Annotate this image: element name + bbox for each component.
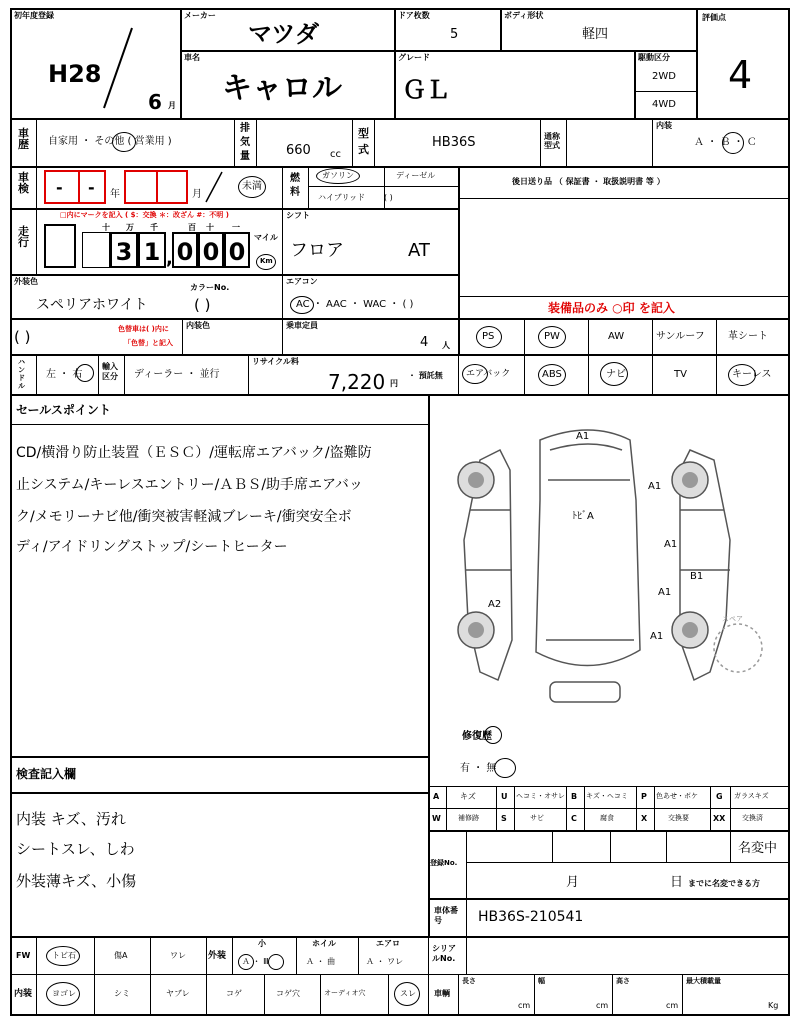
history-options: 自家用 ・ その他 ( 営業用 ) bbox=[48, 136, 172, 147]
chassis-label: 車体番号 bbox=[434, 906, 458, 925]
legend-s-code: S bbox=[501, 814, 507, 823]
recycle-deposit: ・ 預託無 bbox=[408, 371, 443, 380]
recycle-label: リサイクル料 bbox=[252, 357, 299, 366]
equip-abs-circle bbox=[538, 364, 566, 386]
legend-a-code: A bbox=[433, 792, 440, 801]
aircon-options: AC ・ AAC ・ WAC ・ ( ) bbox=[296, 299, 414, 310]
equip-keyless-circle bbox=[728, 364, 756, 386]
import-options: ディーラー ・ 並行 bbox=[134, 369, 220, 380]
drive-4wd: 4WD bbox=[652, 99, 676, 110]
inspection-month-unit: 月 bbox=[192, 189, 202, 200]
interior-item-7: スレ bbox=[400, 989, 416, 998]
capacity-label: 乗車定員 bbox=[286, 321, 318, 330]
repair-label-circle bbox=[484, 726, 502, 744]
shift-label: シフト bbox=[286, 211, 310, 220]
inspection-none-circle bbox=[238, 176, 266, 198]
sales-point-line-2: 止システム/キーレスエントリー/ＡＢＳ/助手席エアバッ bbox=[16, 477, 363, 493]
displacement-value: 660 bbox=[286, 143, 311, 158]
interior-item-6: オーディオ穴 bbox=[324, 989, 366, 997]
doors-label: ドア枚数 bbox=[398, 11, 430, 20]
car-name-value: キャロル bbox=[222, 71, 342, 106]
import-label: 輸入区分 bbox=[102, 362, 118, 381]
interior-item-1-circle bbox=[46, 982, 80, 1006]
mileage-digit-3: 1 bbox=[138, 232, 166, 268]
inspection-dash-2: - bbox=[88, 178, 95, 197]
wheel-options: Ａ ・ 曲 bbox=[306, 957, 336, 966]
repair-label: 修復歴 bbox=[462, 731, 492, 742]
grade-label: グレード bbox=[398, 53, 430, 62]
damage-mark-8: A1 bbox=[650, 631, 664, 642]
displacement-unit: cc bbox=[330, 149, 341, 160]
legend-c-code: C bbox=[571, 814, 577, 823]
mileage-digit-0 bbox=[82, 232, 110, 268]
equip-keyless: キーレス bbox=[732, 369, 772, 380]
interior-color-label: 内装色 bbox=[186, 321, 210, 330]
handle-options: 左 ・ 右 bbox=[46, 369, 83, 380]
equip-ps: PS bbox=[482, 331, 495, 342]
dimensions-load-unit: Kg bbox=[768, 1001, 779, 1010]
interior-item-5: コゲ穴 bbox=[276, 989, 300, 998]
inspection-note-3: 外装薄キズ、小傷 bbox=[16, 872, 137, 890]
fuel-label: 燃料 bbox=[290, 173, 300, 198]
mileage-unit-ten-man: 十 bbox=[102, 223, 110, 232]
mileage-unit-man: 万 bbox=[126, 223, 134, 232]
body-type-value: 軽四 bbox=[582, 27, 609, 42]
dimensions-width: 幅 bbox=[538, 977, 545, 985]
dimensions-height-unit: cm bbox=[666, 1001, 679, 1010]
equip-navi-circle bbox=[600, 362, 628, 386]
drive-2wd: 2WD bbox=[652, 71, 676, 82]
small-options: Ａ ・ Ⅲ bbox=[242, 957, 269, 966]
damage-mark-7: A2 bbox=[488, 599, 502, 610]
legend-u-code: U bbox=[501, 792, 508, 801]
spare-label: スペア bbox=[722, 615, 743, 623]
car-diagram bbox=[440, 420, 780, 720]
equip-tv: TV bbox=[674, 369, 687, 380]
equip-abs: ABS bbox=[542, 369, 562, 380]
legend-p-desc: 色あせ・ボケ bbox=[656, 792, 698, 800]
car-name-label: 車名 bbox=[184, 53, 200, 62]
registration-slash bbox=[100, 26, 136, 110]
registration-month: 6 bbox=[148, 90, 162, 114]
dimensions-length: 長さ bbox=[462, 977, 476, 985]
mileage-note: □内にマークを記入 ( $：交換 ＊：改ざん #：不明 ) bbox=[60, 211, 229, 219]
legend-p-code: P bbox=[641, 792, 647, 801]
inspection-note-2: シートスレ、しわ bbox=[16, 840, 135, 858]
inspection-notes-label: 検査記入欄 bbox=[16, 767, 77, 781]
serial-label: シリアルNo. bbox=[432, 944, 456, 963]
registration-no-day: 日 bbox=[670, 875, 684, 890]
ext-color-no-label: カラーNo. bbox=[190, 283, 230, 292]
color-change-note-1: 色替車は( )内に bbox=[118, 325, 169, 333]
shift-trans: AT bbox=[408, 240, 430, 261]
aero-label: エアロ bbox=[376, 939, 400, 948]
dimensions-width-unit: cm bbox=[596, 1001, 609, 1010]
mileage-digit-4: 0 bbox=[172, 232, 198, 268]
inspection-box-4 bbox=[156, 170, 188, 204]
fw-label: FW bbox=[16, 951, 31, 960]
mileage-digit-2: 3 bbox=[110, 232, 138, 268]
damage-mark-3: ﾄﾋﾞA bbox=[572, 511, 594, 522]
inspection-note-1: 内装 キズ、汚れ bbox=[16, 810, 126, 828]
inspection-box-3 bbox=[124, 170, 158, 204]
interior-grade-circle bbox=[722, 132, 744, 154]
mileage-mile: マイル bbox=[254, 233, 278, 242]
legend-c-desc: 腐食 bbox=[600, 814, 614, 822]
handle-circle bbox=[76, 364, 94, 382]
model-type-value: HB36S bbox=[432, 135, 476, 150]
equip-pw-circle bbox=[538, 326, 566, 348]
maker-value: マツダ bbox=[248, 20, 320, 48]
fw-item-1-circle bbox=[46, 946, 80, 966]
mileage-digit-1 bbox=[44, 224, 76, 268]
small-circle-1 bbox=[238, 954, 254, 970]
fw-item-2: 傷A bbox=[114, 951, 128, 960]
exterior-label: 外装 bbox=[208, 951, 227, 961]
equipment-title: 装備品のみ ○印 を記入 bbox=[548, 301, 675, 315]
inspection-label: 車検 bbox=[18, 171, 29, 195]
inspection-year-unit: 年 bbox=[110, 189, 120, 200]
equip-pw: PW bbox=[544, 331, 560, 342]
drive-label: 駆動区分 bbox=[638, 53, 670, 62]
fuel-hybrid: ハイブリッド bbox=[318, 193, 366, 202]
equip-sunroof: サンルーフ bbox=[656, 331, 705, 342]
interior-item-7-circle bbox=[394, 982, 420, 1006]
capacity-value: 4 bbox=[420, 335, 429, 350]
legend-g-code: G bbox=[716, 792, 723, 801]
doors-value: 5 bbox=[450, 27, 459, 42]
capacity-unit: 人 bbox=[442, 341, 450, 350]
legend-u-desc: ヘコミ・オサレ bbox=[516, 792, 565, 800]
damage-mark-1: A1 bbox=[576, 431, 590, 442]
legend-a-desc: キズ bbox=[460, 792, 476, 801]
mileage-km-circle bbox=[256, 254, 276, 270]
mileage-unit-ichi: 一 bbox=[232, 223, 240, 232]
fuel-paren: ( ) bbox=[384, 193, 393, 202]
damage-mark-4: A1 bbox=[664, 539, 678, 550]
damage-mark-5: B1 bbox=[690, 571, 704, 582]
registration-label: 初年度登録 bbox=[14, 11, 54, 20]
sales-point-line-1: CD/横滑り防止装置（ＥＳＣ）/運転席エアバック/盗難防 bbox=[16, 445, 372, 461]
mileage-unit-hyaku: 百 bbox=[188, 223, 196, 232]
inspection-dash-1: - bbox=[56, 178, 63, 197]
dimensions-height: 高さ bbox=[616, 977, 630, 985]
ext-color-value: スペリアホワイト bbox=[36, 297, 148, 313]
dimensions-length-unit: cm bbox=[518, 1001, 531, 1010]
ext-color-no-paren: ( ) bbox=[194, 296, 211, 314]
legend-w-code: W bbox=[432, 814, 441, 823]
color-change-note-2: 「色替」と記入 bbox=[124, 339, 173, 347]
interior-item-1: ヨゴレ bbox=[52, 989, 76, 998]
small-label: 小 bbox=[258, 939, 266, 948]
aircon-circle bbox=[290, 296, 314, 314]
damage-mark-6: A1 bbox=[658, 587, 672, 598]
fw-item-3: ワレ bbox=[170, 951, 186, 960]
score-value: 4 bbox=[728, 53, 753, 97]
history-circle bbox=[112, 132, 136, 152]
mileage-unit-juu: 十 bbox=[206, 223, 214, 232]
equip-airbag: エアバック bbox=[466, 369, 511, 379]
score-label: 評価点 bbox=[702, 13, 726, 22]
dimensions-label: 車輌 bbox=[434, 989, 450, 998]
sales-point-line-4: ディ/アイドリングストップ/シートヒーター bbox=[16, 539, 288, 555]
chassis-value: HB36S-210541 bbox=[478, 909, 584, 925]
legend-xx-desc: 交換済 bbox=[742, 814, 763, 822]
displacement-label: 排気量 bbox=[240, 123, 250, 162]
registration-no-month: 月 bbox=[566, 875, 580, 890]
wheel-label: ホイル bbox=[312, 939, 336, 948]
mileage-label: 走行 bbox=[18, 225, 29, 249]
sales-points-label: セールスポイント bbox=[16, 403, 111, 417]
fuel-gasoline: ガソリン bbox=[322, 171, 354, 180]
handle-label: ハンドル bbox=[18, 358, 25, 390]
history-label: 車歴 bbox=[18, 127, 29, 151]
repair-options: 有 ・ 無 bbox=[460, 763, 497, 774]
registration-year: H28 bbox=[48, 60, 102, 88]
interior-item-3: ヤブレ bbox=[166, 989, 190, 998]
mileage-digit-6: 0 bbox=[224, 232, 250, 268]
aircon-label: エアコン bbox=[286, 277, 318, 286]
interior-item-2: シミ bbox=[114, 989, 130, 998]
dimensions-max-load: 最大積載量 bbox=[686, 977, 721, 985]
inspection-slash bbox=[204, 170, 224, 204]
legend-xx-code: XX bbox=[713, 814, 726, 823]
interior-grade-label: 内装 bbox=[656, 121, 672, 130]
shift-value: フロア bbox=[290, 240, 344, 261]
equip-leather: 革シート bbox=[728, 331, 768, 342]
mileage-unit-sen: 千 bbox=[150, 223, 158, 232]
legend-x-code: X bbox=[641, 814, 648, 823]
equip-navi: ナビ bbox=[606, 369, 626, 380]
recycle-value: 7,220 bbox=[328, 370, 386, 394]
recycle-unit: 円 bbox=[390, 379, 398, 388]
maker-label: メーカー bbox=[184, 11, 216, 20]
equip-ps-circle bbox=[476, 326, 502, 348]
common-type-label: 通称型式 bbox=[544, 132, 560, 150]
registration-month-unit: 月 bbox=[168, 101, 176, 110]
fw-item-1: トビ石 bbox=[52, 951, 76, 960]
mileage-digit-5: 0 bbox=[198, 232, 224, 268]
repair-options-circle bbox=[494, 758, 516, 778]
legend-b-code: B bbox=[571, 792, 578, 801]
body-type-label: ボディ形状 bbox=[504, 11, 544, 20]
sales-point-line-3: ク/メモリーナビ他/衝突被害軽減ブレーキ/衝突安全ボ bbox=[16, 509, 352, 525]
grade-value: ＧＬ bbox=[402, 76, 450, 104]
registration-no-deadline: までに名変できる方 bbox=[688, 879, 760, 888]
small-circle-2 bbox=[268, 954, 284, 970]
legend-x-desc: 交換要 bbox=[668, 814, 689, 822]
registration-no-label: 登録No. bbox=[430, 859, 458, 867]
inspection-none: 未満 bbox=[242, 181, 262, 192]
equip-airbag-circle bbox=[462, 364, 488, 384]
mileage-km: Km bbox=[260, 257, 273, 265]
interior-item-4: コゲ bbox=[226, 989, 242, 998]
legend-b-desc: キズ・ヘコミ bbox=[586, 792, 628, 800]
ext-color-label: 外装色 bbox=[14, 277, 38, 286]
interior-row-label: 内装 bbox=[14, 989, 33, 999]
fuel-gasoline-circle bbox=[316, 168, 360, 184]
documents-label: 後日送り品 （ 保証書 ・ 取扱説明書 等 ） bbox=[512, 177, 665, 186]
damage-mark-2: A1 bbox=[648, 481, 662, 492]
fuel-diesel: ディーゼル bbox=[396, 171, 436, 180]
interior-grade-options: Ａ ・ Ｂ ・ Ｃ bbox=[694, 137, 757, 148]
equip-aw: AW bbox=[608, 331, 625, 342]
legend-s-desc: サビ bbox=[530, 814, 544, 822]
legend-g-desc: ガラスキズ bbox=[734, 792, 769, 800]
color-change-paren: ( ) bbox=[14, 328, 31, 346]
mileage-comma: , bbox=[166, 248, 173, 269]
registration-no-name-change: 名変中 bbox=[738, 841, 778, 856]
model-type-label: 型式 bbox=[358, 127, 369, 156]
legend-w-desc: 補修跡 bbox=[458, 814, 479, 822]
aero-options: Ａ ・ ワレ bbox=[366, 957, 404, 966]
